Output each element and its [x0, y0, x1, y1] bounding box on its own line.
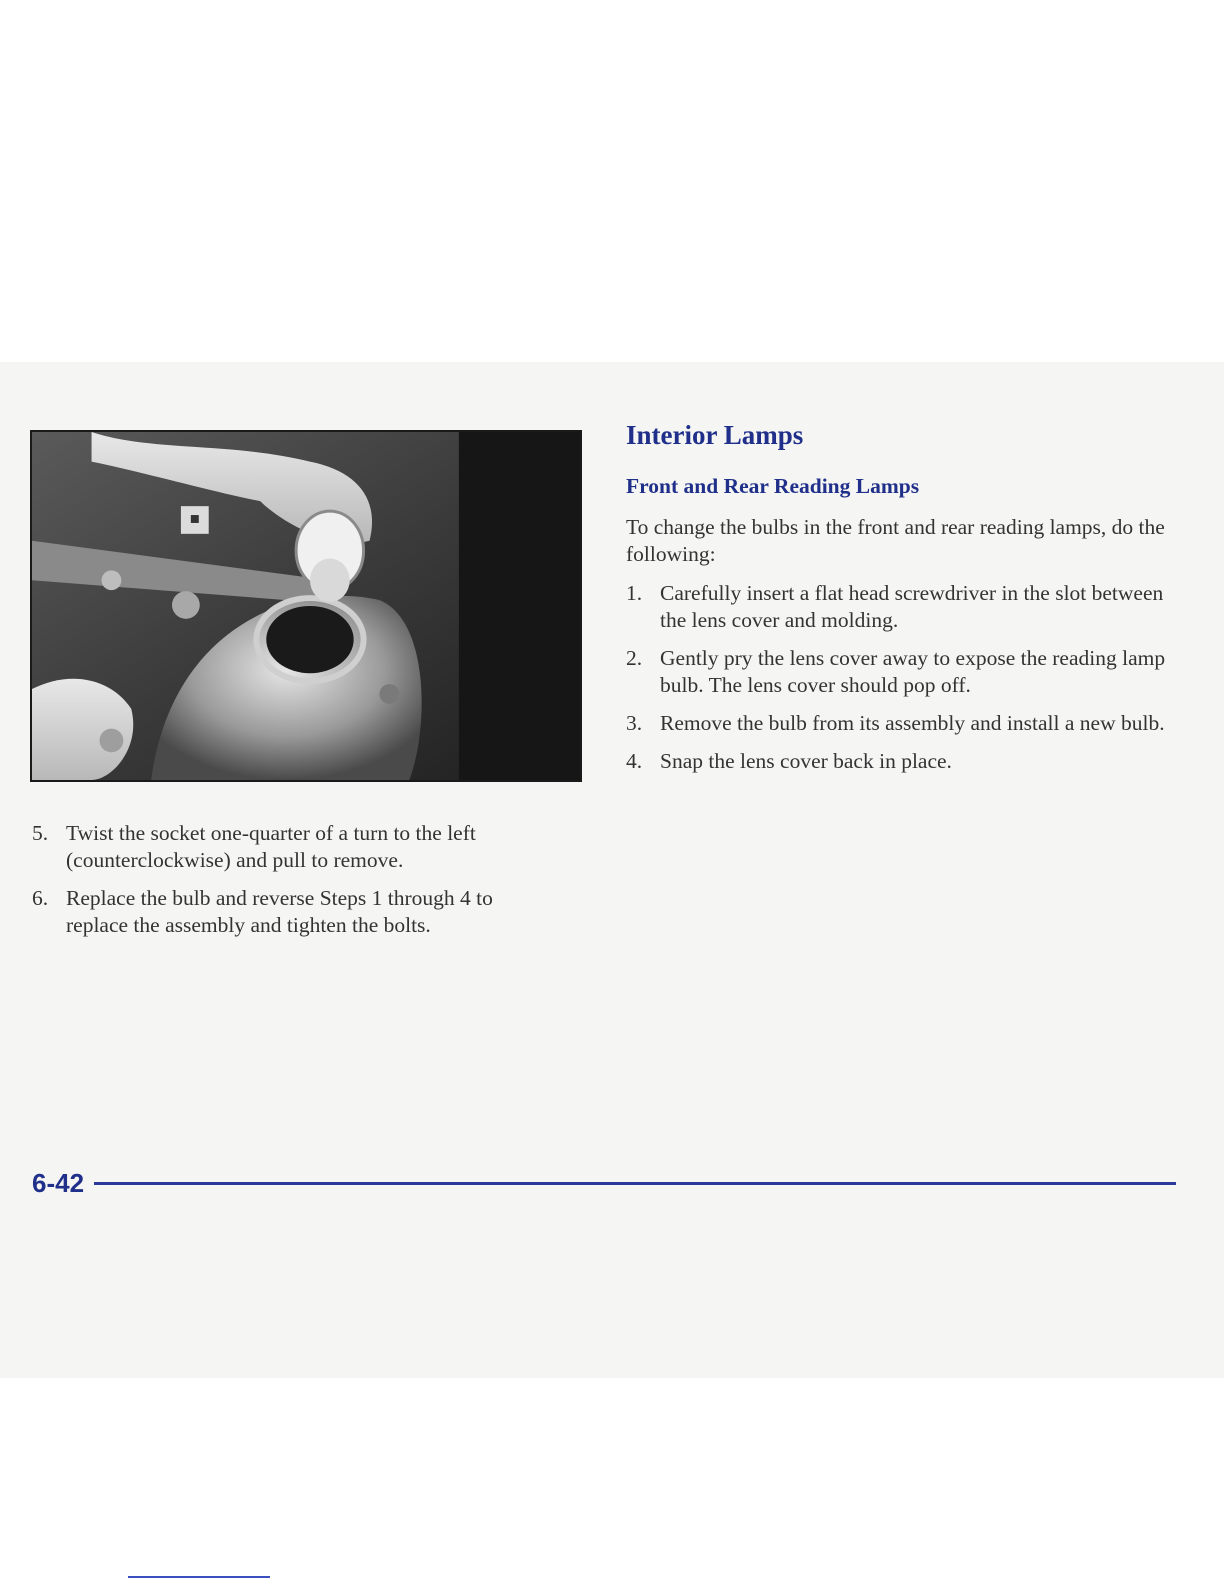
step-number: 2. — [626, 646, 643, 670]
step-text: Gently pry the lens cover away to expose the reading lamp bulb. The lens cover should pop off. — [660, 646, 1166, 697]
left-steps-list — [32, 820, 552, 950]
section-heading: Interior Lamps — [626, 420, 804, 450]
step-number: 6. — [32, 886, 49, 910]
step-number: 1. — [626, 581, 643, 605]
intro-paragraph: To change the bulbs in the front and rear reading lamps, do the following: — [626, 515, 1165, 566]
step-text: Replace the bulb and reverse Steps 1 through 4 to replace the assembly and tighten the bolts. — [66, 886, 493, 937]
list-item — [32, 885, 552, 939]
step-number: 4. — [626, 749, 643, 773]
list-item — [626, 748, 1186, 775]
step-number: 3. — [626, 711, 643, 735]
step-text: Carefully insert a flat head screwdriver in the slot between the lens cover and molding. — [660, 581, 1164, 632]
step-text: Remove the bulb from its assembly and install a new bulb. — [660, 711, 1165, 735]
bulb-removal-photo — [30, 430, 582, 782]
page-number: 6-42 — [32, 1168, 85, 1198]
list-item — [626, 645, 1186, 699]
step-number: 5. — [32, 821, 49, 845]
bottom-link-underline — [128, 1576, 270, 1578]
step-text: Snap the lens cover back in place. — [660, 749, 952, 773]
list-item — [626, 710, 1186, 737]
list-item — [626, 580, 1186, 634]
subsection-heading: Front and Rear Reading Lamps — [626, 474, 920, 498]
step-text: Twist the socket one-quarter of a turn to the left (counterclockwise) and pull to remove. — [66, 821, 476, 872]
footer-rule — [94, 1182, 1176, 1185]
list-item — [32, 820, 552, 874]
right-steps-list — [626, 580, 1186, 786]
